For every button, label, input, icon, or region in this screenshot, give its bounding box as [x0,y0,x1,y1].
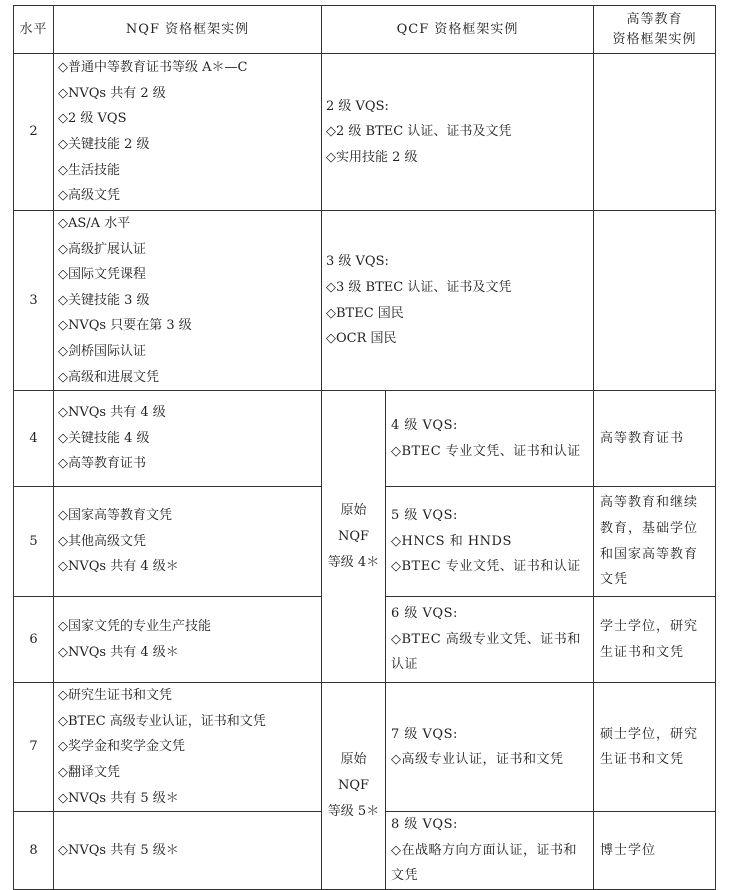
qcf-cell [386,683,594,812]
level-cell: 4 [14,391,54,487]
he-cell: 硕士学位，研究生证书和文凭 [594,683,716,812]
nqf-cell [54,54,322,211]
header-qcf: QCF 资格框架实例 [322,6,594,54]
qcf-item: ◇在战略方向方面认证，证书和文凭 [391,842,577,884]
level-cell: 6 [14,597,54,683]
qcf-item: ◇高级专业认证，证书和文凭 [391,752,564,768]
original-nqf-label: NQF [337,528,370,544]
qcf-item: 2 级 VQS: [326,98,389,114]
nqf-item: ◇国际文凭课程 [58,267,146,283]
qualification-framework-table [13,5,716,890]
nqf-item: ◇高级和进展文凭 [58,369,159,385]
nqf-item: ◇生活技能 [58,162,120,178]
level-cell: 2 [14,54,54,211]
nqf-item: ◇AS/A 水平 [58,216,131,231]
qcf-item: ◇BTEC 专业文凭、证书和认证 [391,443,581,459]
qcf-cell [322,54,594,211]
qcf-cell [386,812,594,890]
nqf-item: ◇NVQs 共有 4 级＊ [58,644,179,660]
nqf-item: ◇关键技能 2 级 [58,137,150,152]
qcf-item: ◇OCR 国民 [326,331,397,347]
nqf-item: ◇普通中等教育证书等级 A＊—C [58,60,248,76]
he-cell: 高等教育证书 [594,391,716,487]
original-nqf-level-5-cell [322,683,386,890]
nqf-item: ◇高等教育证书 [58,456,146,472]
he-cell: 高等教育和继续教育，基础学位和国家高等教育文凭 [594,487,716,597]
table-row [14,391,716,487]
header-he: 高等教育 资格框架实例 [594,6,716,54]
qcf-cell [386,597,594,683]
he-cell [594,211,716,391]
qcf-cell [386,391,594,487]
table-row [14,54,716,211]
nqf-item: ◇其他高级文凭 [58,533,146,549]
he-cell [594,54,716,211]
level-cell: 7 [14,683,54,812]
nqf-item: ◇高级文凭 [58,188,120,204]
nqf-cell [54,487,322,597]
table-row [14,211,716,391]
qcf-item: 5 级 VQS: [391,508,458,524]
header-nqf: NQF 资格框架实例 [54,6,322,54]
he-cell: 博士学位 [594,812,716,890]
original-nqf-level-4-cell [322,391,386,683]
table-row [14,683,716,812]
original-nqf-label: 等级 4＊ [327,554,380,570]
qcf-item: ◇BTEC 专业文凭、证书和认证 [391,559,581,575]
header-level: 水平 [14,6,54,54]
nqf-item: ◇国家文凭的专业生产技能 [58,619,211,635]
nqf-item: ◇奖学金和奖学金文凭 [58,739,185,755]
nqf-item: ◇NVQs 共有 4 级 [58,405,166,421]
qcf-item: 6 级 VQS: [391,606,458,622]
nqf-item: ◇研究生证书和文凭 [58,688,172,704]
level-cell: 5 [14,487,54,597]
qcf-item: 4 级 VQS: [391,418,458,434]
nqf-item: ◇翻译文凭 [58,764,120,780]
qcf-item: ◇HNCS 和 HNDS [391,533,512,549]
qcf-item: ◇BTEC 国民 [326,305,404,321]
level-cell: 8 [14,812,54,890]
nqf-cell [54,683,322,812]
nqf-item: ◇NVQs 共有 5 级＊ [58,842,179,858]
qcf-item: ◇3 级 BTEC 认证、证书及文凭 [326,279,512,295]
original-nqf-label: 等级 5＊ [327,804,380,820]
he-cell: 学士学位，研究生证书和文凭 [594,597,716,683]
qcf-item: ◇BTEC 高级专业文凭、证书和认证 [391,631,581,673]
nqf-item: ◇NVQs 共有 2 级 [58,85,166,101]
qcf-item: 3 级 VQS: [326,254,389,270]
nqf-item: ◇NVQs 共有 4 级＊ [58,559,179,575]
original-nqf-label: 原始 [340,752,367,768]
nqf-cell [54,812,322,890]
nqf-cell [54,391,322,487]
nqf-item: ◇剑桥国际认证 [58,343,146,359]
nqf-cell [54,597,322,683]
original-nqf-label: 原始 [340,502,367,518]
qcf-item: ◇2 级 BTEC 认证、证书及文凭 [326,124,512,140]
qcf-item: ◇实用技能 2 级 [326,149,418,165]
nqf-item: ◇2 级 VQS [58,111,127,127]
qcf-item: 8 级 VQS: [391,817,458,833]
nqf-item: ◇关键技能 3 级 [58,292,150,308]
nqf-item: ◇NVQs 只要在第 3 级 [58,318,192,334]
level-cell: 3 [14,211,54,391]
nqf-item: ◇关键技能 4 级 [58,430,150,446]
nqf-item: ◇国家高等教育文凭 [58,508,172,524]
nqf-item: ◇高级扩展认证 [58,241,146,257]
nqf-cell [54,211,322,391]
original-nqf-label: NQF [337,778,370,794]
nqf-item: ◇NVQs 共有 5 级＊ [58,790,179,806]
qcf-item: 7 级 VQS: [391,726,458,742]
nqf-item: ◇BTEC 高级专业认证，证书和文凭 [58,713,266,729]
table-header-row [14,6,716,54]
qcf-cell [322,211,594,391]
qcf-cell [386,487,594,597]
